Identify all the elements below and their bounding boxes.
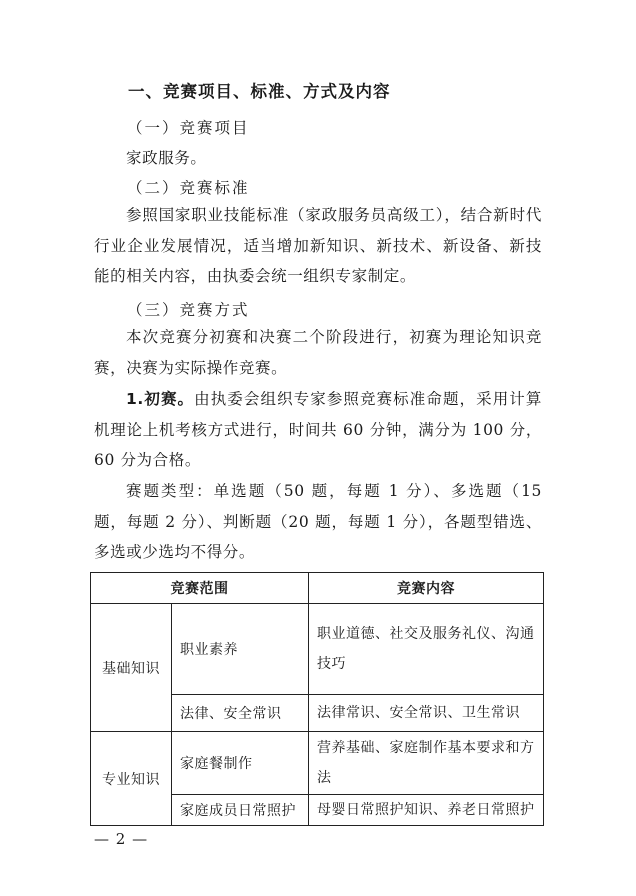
standard-paragraph: 参照国家职业技能标准（家政服务员高级工），结合新时代行业企业发展情况，适当增加新知识、新技术、新设备、新技能的相关内容，由执委会统一组织专家制定。 — [94, 206, 542, 285]
subsection-title-method: （三）竞赛方式 — [127, 301, 250, 319]
subsection-title-standard: （二）竞赛标准 — [127, 179, 250, 197]
item-cell: 家庭餐制作 — [172, 732, 309, 795]
table-header-row — [91, 573, 544, 604]
item-cell: 职业素养 — [172, 604, 309, 695]
table-row — [91, 604, 544, 695]
header-scope: 竞赛范围 — [91, 573, 309, 604]
table-row — [91, 732, 544, 795]
page-number: — 2 — — [94, 830, 149, 848]
section-heading: 一、竞赛项目、标准、方式及内容 — [128, 82, 391, 101]
question-types-paragraph: 赛题类型：单选题（50 题，每题 1 分）、多选题（15 题，每题 2 分）、判断题（20 题，每题 1 分），各题型错选、多选或少选均不得分。 — [94, 482, 542, 561]
content-cell: 营养基础、家庭制作基本要求和方法 — [309, 732, 544, 795]
item-cell: 法律、安全常识 — [172, 695, 309, 732]
content-cell: 职业道德、社交及服务礼仪、沟通技巧 — [309, 604, 544, 695]
subsection-title-items: （一）竞赛项目 — [127, 119, 250, 137]
competition-item-text: 家政服务。 — [126, 149, 207, 167]
content-cell: 法律常识、安全常识、卫生常识 — [309, 695, 544, 732]
preliminary-text: 由执委会组织专家参照竞赛标准命题，采用计算机理论上机考核方式进行，时间共 60 分钟，满分为 100 分，60 分为合格。 — [94, 390, 542, 469]
content-cell: 母婴日常照护知识、养老日常照护 — [309, 795, 544, 826]
category-cell: 专业知识 — [91, 732, 172, 826]
preliminary-lead: 1.初赛。 — [126, 390, 195, 408]
item-cell: 家庭成员日常照护 — [172, 795, 309, 826]
competition-content-table — [90, 572, 544, 826]
category-cell: 基础知识 — [91, 604, 172, 732]
header-content: 竞赛内容 — [309, 573, 544, 604]
method-paragraph: 本次竞赛分初赛和决赛二个阶段进行，初赛为理论知识竞赛，决赛为实际操作竞赛。 — [94, 328, 542, 377]
preliminary-paragraph — [94, 384, 542, 476]
